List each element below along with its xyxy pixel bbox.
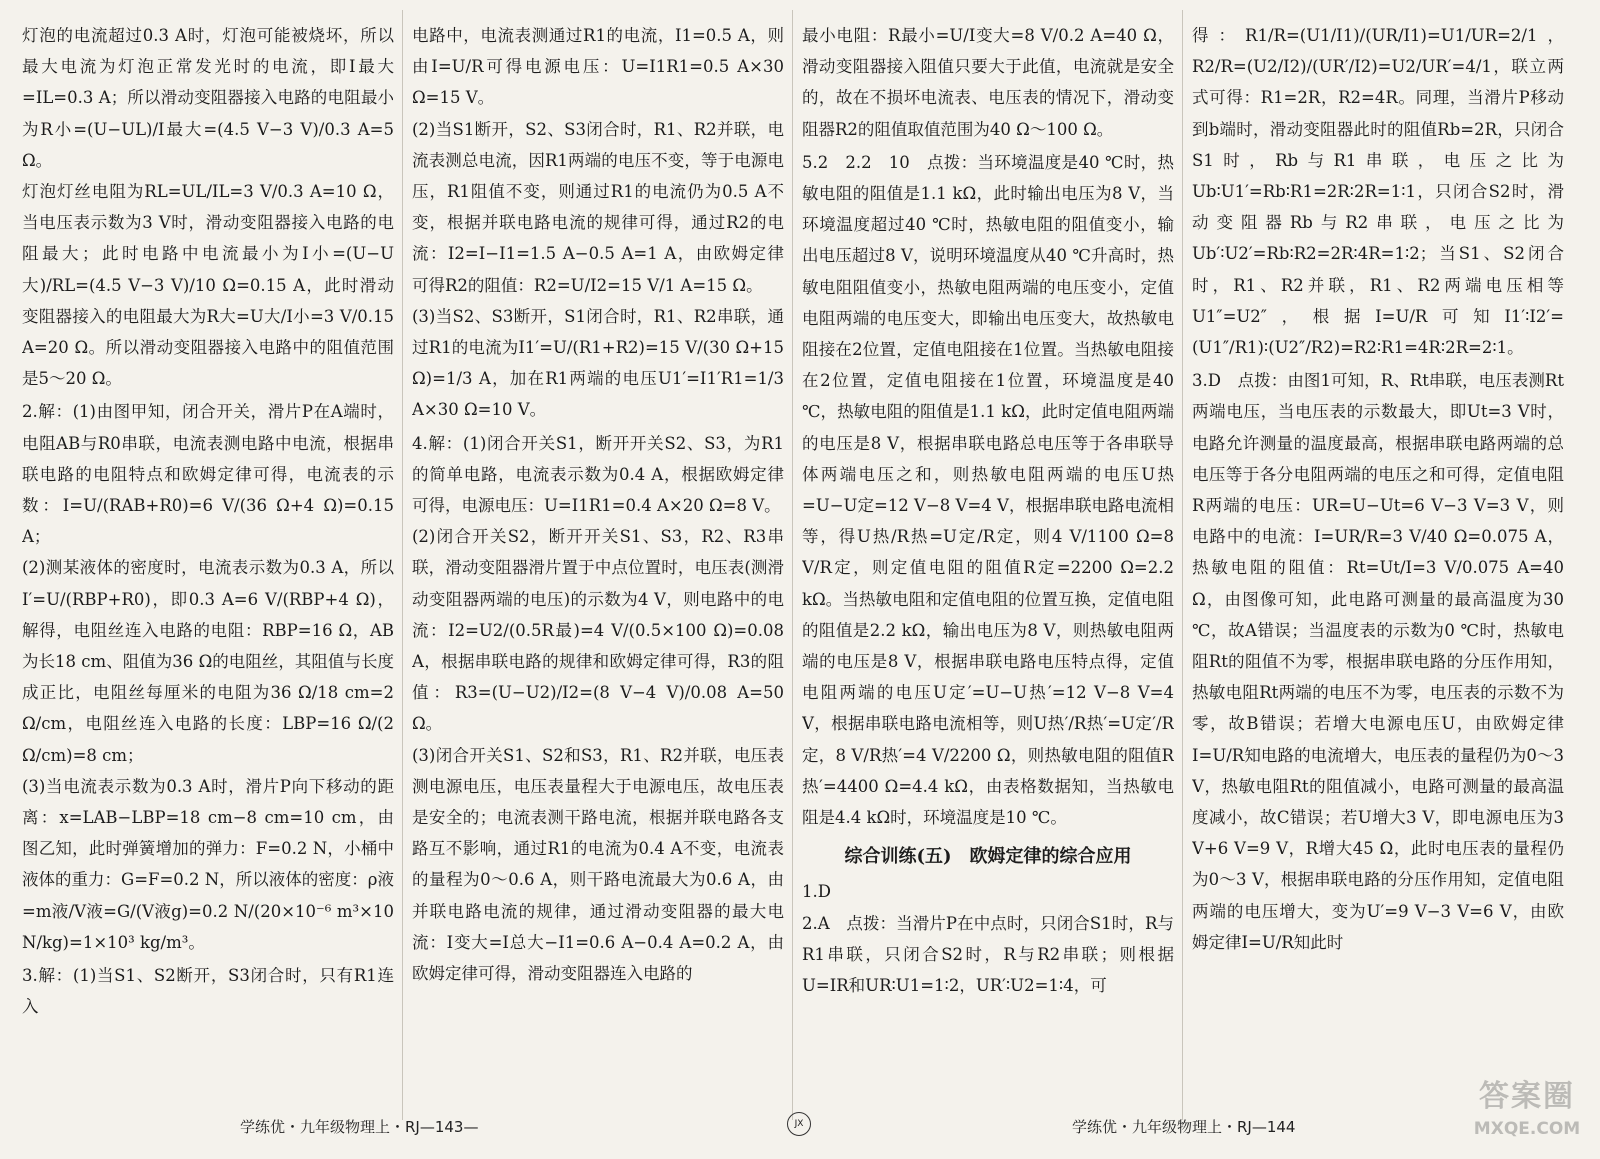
column-divider [402,10,403,1120]
col1-para: 3.解：(1)当S1、S2断开，S3闭合时，只有R1连入 [22,966,394,1017]
column-divider [1182,10,1183,1120]
center-seal-mark: JX [787,1112,811,1136]
col3-para: 5.2 2.2 10 点拨：当环境温度是40 ℃时，热敏电阻的阻值是1.1 kΩ，此时输出电压为8 V，当环境温度超过40 ℃时，热敏电阻的阻值变小，输出电压超过8 V，说明环境温度从40 ℃升高时，热敏电阻阻值变小，热敏电阻两端的电压变小，定值电阻两端的电压变大，即输出电压变大，故热敏电阻接在2位置，定值电阻接在1位置。当热敏电阻接在2位置，定值电阻接在1位置，环境温度是40 ℃，热敏电阻的阻值是1.1 kΩ，此时定值电阻两端的电压是8 V，根据串联电路总电压等于各串联导体两端电压之和，则热敏电阻两端的电压U热=U−U定=12 V−8 V=4 V，根据串联电路电流相等，得U热/R热=U定/R定，则4 V/1100 Ω=8 V/R定，则定值电阻的阻值R定=2200 Ω=2.2 kΩ。当热敏电阻和定值电阻的位置互换，定值电阻的阻值是2.2 kΩ，输出电压为8 V，则热敏电阻两端的电压是8 V，根据串联电路电压特点得，定值电阻两端的电压U定′=U−U热′=12 V−8 V=4 V，根据串联电路电流相等，则U热′/R热′=U定′/R定，8 V/R热′=4 V/2200 Ω，则热敏电阻的阻值R热′=4400 Ω=4.4 kΩ，由表格数据知，当热敏电阻是4.4 kΩ时，环境温度是10 ℃。 [802,152,1174,828]
watermark-text: 答案圈 [1479,1079,1575,1114]
col2-para: 4.解：(1)闭合开关S1，断开开关S2、S3，为R1的简单电路，电流表示数为0.4 A，根据欧姆定律可得，电源电压：U=I1R1=0.4 A×20 Ω=8 V。 [412,433,784,516]
column-1 [22,20,394,1120]
col2-para: (2)闭合开关S2，断开开关S1、S3，R2、R3串联，滑动变阻器滑片置于中点位置时，电压表(测滑动变阻器两端的电压)的示数为4 V，则电路中的电流：I2=U2/(0.5R最)=4 V/(0.5×100 Ω)=0.08 A，根据串联电路的规律和欧姆定律可得，R3的阻值：R3=(U−U2)/I2=(8 V−4 V)/0.08 A=50 Ω。 [412,527,784,734]
col1-para: (3)当电流表示数为0.3 A时，滑片P向下移动的距离：x=LAB−LBP=18 cm−8 cm=10 cm，由图乙知，此时弹簧增加的弹力：F=0.2 N，小桶中液体的重力：G=F=0.2 N，所以液体的密度：ρ液=m液/V液=G/(V液g)=0.2 N/(20×10⁻⁶ m³×10 N/kg)=1×10³ kg/m³。 [22,776,394,952]
col2-para: (3)当S2、S3断开，S1闭合时，R1、R2串联，通过R1的电流为I1′=U/(R1+R2)=15 V/(30 Ω+15 Ω)=1/3 A，加在R1两端的电压U1′=I1′R1=1/3 A×30 Ω=10 V。 [412,306,784,420]
col4-para: 3.D 点拨：由图1可知，R、Rt串联，电压表测Rt两端电压，当电压表的示数最大，即Ut=3 V时，电路允许测量的温度最高，根据串联电路两端的总电压等于各分电阻两端的电压之和可得，定值电阻R两端的电压：UR=U−Ut=6 V−3 V=3 V，则电路中的电流：I=UR/R=3 V/40 Ω=0.075 A，热敏电阻的阻值：Rt=Ut/I=3 V/0.075 A=40 Ω，由图像可知，此电路可测量的最高温度为30 ℃，故A错误；当温度表的示数为0 ℃时，热敏电阻Rt的阻值不为零，根据串联电路的分压作用知，热敏电阻Rt两端的电压不为零，电压表的示数不为零，故B错误；若增大电源电压U，由欧姆定律I=U/R知电路的电流增大，电压表的量程仍为0～3 V，热敏电阻Rt的阻值减小，电路可测量的最高温度减小，故C错误；若U增大3 V，即电源电压为3 V+6 V=9 V，R增大45 Ω，此时电压表的量程仍为0～3 V，根据串联电路的分压作用知，定值电阻两端的电压增大，变为U′=9 V−3 V=6 V，由欧姆定律I=U/R知此时 [1192,371,1564,952]
col1-para: 2.解：(1)由图甲知，闭合开关，滑片P在A端时，电阻AB与R0串联，电流表测电路中电流，根据串联电路的电阻特点和欧姆定律可得，电流表的示数：I=U/(RAB+R0)=6 V/(36 Ω+4 Ω)=0.15 A； [22,402,394,547]
col3-para: 最小电阻：R最小=U/I变大=8 V/0.2 A=40 Ω，滑动变阻器接入阻值只要大于此值，电流就是安全的，故在不损坏电流表、电压表的情况下，滑动变阻器R2的阻值取值范围为40 Ω～100 Ω。 [802,26,1174,139]
col3-para: 1.D [802,882,831,902]
col1-para: 灯泡灯丝电阻为RL=UL/IL=3 V/0.3 A=10 Ω，当电压表示数为3 V时，滑动变阻器接入电路的电阻最大；此时电路中电流最小为I小=(U−U大)/RL=(4.5 V−3 V)/10 Ω=0.15 A，此时滑动变阻器接入的电阻最大为R大=U大/I小=3 V/0.15 A=20 Ω。所以滑动变阻器接入电路中的阻值范围是5～20 Ω。 [22,182,394,389]
column-2 [412,20,784,1120]
watermark-logo [1468,1077,1586,1151]
footer-left-page-number: 学练优・九年级物理上・RJ—143— [240,1118,479,1136]
col2-para: (2)当S1断开，S2、S3闭合时，R1、R2并联，电流表测总电流，因R1两端的电压不变，等于电源电压，R1阻值不变，则通过R1的电流仍为0.5 A不变，根据并联电路电流的规律可得，通过R2的电流：I2=I−I1=1.5 A−0.5 A=1 A，由欧姆定律可得R2的阻值：R2=U/I2=15 V/1 A=15 Ω。 [412,119,784,295]
col2-para: (3)闭合开关S1、S2和S3，R1、R2并联，电压表测电源电压，电压表量程大于电源电压，故电压表是安全的；电流表测干路电流，根据并联电路各支路互不影响，通过R1的电流为0.4 A不变，电流表的量程为0～0.6 A，则干路电流最大为0.6 A，由并联电路电流的规律，通过滑动变阻器的最大电流：I变大=I总大−I1=0.6 A−0.4 A=0.2 A，由欧姆定律可得，滑动变阻器连入电路的 [412,745,784,984]
column-4 [1192,20,1564,1120]
footer-right-page-number: 学练优・九年级物理上・RJ—144 [1072,1118,1296,1136]
col1-para: 灯泡的电流超过0.3 A时，灯泡可能被烧坏，所以最大电流为灯泡正常发光时的电流，即I最大=IL=0.3 A；所以滑动变阻器接入电路的电阻最小为R小=(U−UL)/I最大=(4.5 V−3 V)/0.3 A=5 Ω。 [22,26,394,170]
col2-para: 电路中，电流表测通过R1的电流，I1=0.5 A，则由I=U/R可得电源电压：U=I1R1=0.5 A×30 Ω=15 V。 [412,26,784,108]
column-3 [802,20,1174,1120]
watermark-url: MXQE.COM [1473,1119,1581,1139]
col4-para: 得：R1/R=(U1/I1)/(UR/I1)=U1/UR=2/1，R2/R=(U2/I2)/(UR′/I2)=U2/UR′=4/1，联立两式可得：R1=2R，R2=4R。同理，当滑片P移动到b端时，滑动变阻器此时的阻值Rb=2R，只闭合S1时，Rb与R1串联，电压之比为Ub∶U1′=Rb∶R1=2R∶2R=1∶1，只闭合S2时，滑动变阻器Rb与R2串联，电压之比为Ub′∶U2′=Rb∶R2=2R∶4R=1∶2；当S1、S2闭合时，R1、R2并联，R1、R2两端电压相等U1″=U2″，根据I=U/R可知I1′∶I2′=(U1″/R1)∶(U2″/R2)=R2∶R1=4R∶2R=2∶1。 [1192,26,1564,358]
column-divider [792,10,793,1120]
section-heading: 综合训练(五) 欧姆定律的综合应用 [844,846,1132,868]
col1-para: (2)测某液体的密度时，电流表示数为0.3 A，所以I′=U/(RBP+R0)，即0.3 A=6 V/(RBP+4 Ω)，解得，电阻丝连入电路的电阻：RBP=16 Ω，AB为长18 cm、阻值为36 Ω的电阻丝，其阻值与长度成正比，电阻丝每厘米的电阻为36 Ω/18 cm=2 Ω/cm，电阻丝连入电路的长度：LBP=16 Ω/(2 Ω/cm)=8 cm； [22,558,394,765]
col3-para: 2.A 点拨：当滑片P在中点时，只闭合S1时，R与R1串联，只闭合S2时，R与R2串联；则根据U=IR和UR∶U1=1∶2，UR′∶U2=1∶4，可 [802,913,1174,996]
